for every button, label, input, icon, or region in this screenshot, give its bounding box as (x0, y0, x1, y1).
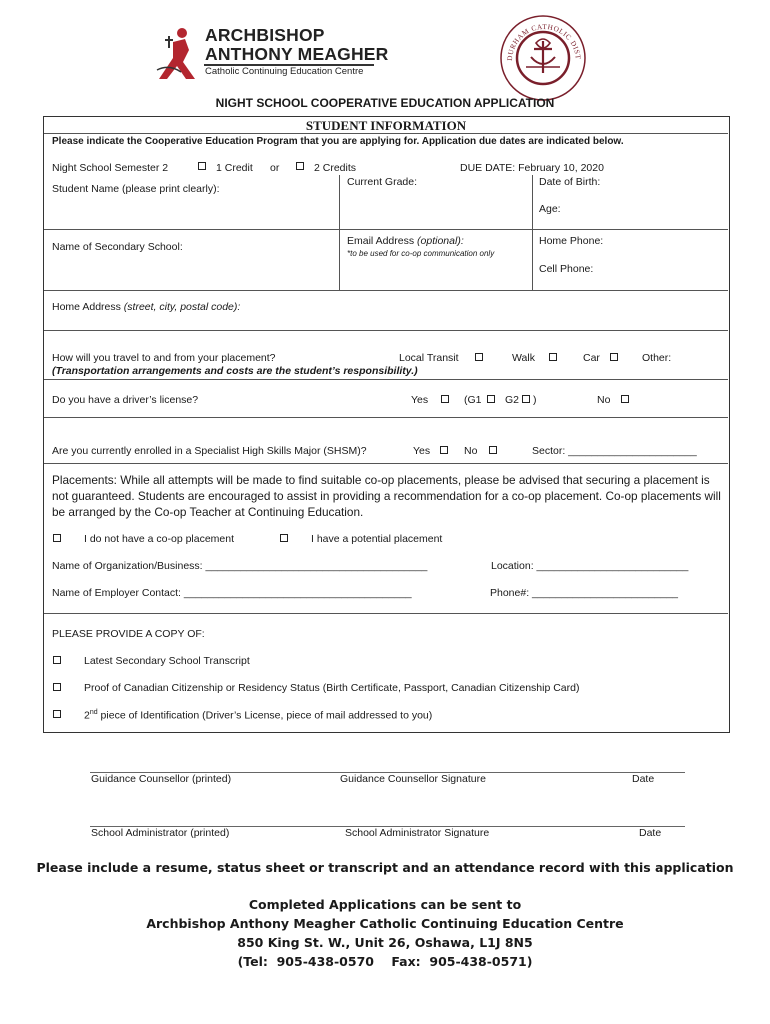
divider (339, 175, 340, 290)
license-g2-checkbox[interactable] (522, 395, 530, 403)
identification-label (84, 709, 432, 722)
shsm-no-label: No (464, 445, 478, 457)
citizenship-label: Proof of Canadian Citizenship or Residency Status (Birth Certificate, Passport, Canadian Citizenship Card) (84, 682, 580, 694)
divider (44, 133, 728, 134)
form-title: NIGHT SCHOOL COOPERATIVE EDUCATION APPLICATION (215, 96, 555, 110)
license-g1-label: (G1 (464, 394, 482, 406)
local-transit-label: Local Transit (399, 352, 459, 364)
centre-address: 850 King St. W., Unit 26, Oshawa, L1J 8N5 (237, 935, 533, 950)
shsm-question: Are you currently enrolled in a Specialist High Skills Major (SHSM)? (52, 445, 367, 457)
age-field[interactable]: Age: (539, 203, 561, 215)
admin-printed-label: School Administrator (printed) (91, 827, 230, 839)
car-checkbox[interactable] (610, 353, 618, 361)
email-field[interactable] (347, 235, 464, 247)
logo-figure-icon (155, 24, 205, 84)
transport-question: How will you travel to and from your placement? (52, 352, 276, 364)
guidance-printed-label: Guidance Counsellor (printed) (91, 773, 232, 785)
home-address-label: Home Address (52, 301, 121, 313)
shsm-no-checkbox[interactable] (489, 446, 497, 454)
shsm-sector-field[interactable]: Sector: ______________________ (532, 445, 697, 457)
date-of-birth-field[interactable]: Date of Birth: (539, 176, 601, 188)
student-name-field[interactable]: Student Name (please print clearly): (52, 183, 220, 195)
identification-checkbox[interactable] (53, 710, 61, 718)
divider (44, 463, 728, 464)
transcript-label: Latest Secondary School Transcript (84, 655, 250, 667)
logo-title-line1: ARCHBISHOP (205, 25, 325, 45)
school-board-seal (498, 13, 588, 103)
email-note: *to be used for co-op communication only (347, 249, 495, 258)
credit-1-checkbox[interactable] (198, 162, 206, 170)
license-no-checkbox[interactable] (621, 395, 629, 403)
school-logo (155, 24, 205, 84)
program-instruction: Please indicate the Cooperative Education Program that you are applying for. Application due dates are indicated below. (52, 136, 624, 147)
transcript-checkbox[interactable] (53, 656, 61, 664)
guidance-date-label: Date (632, 773, 655, 785)
home-address-hint: (street, city, postal code): (123, 301, 241, 313)
divider (44, 613, 728, 614)
car-label: Car (583, 352, 600, 364)
license-yes-label: Yes (411, 394, 429, 406)
home-phone-field[interactable]: Home Phone: (539, 235, 604, 247)
have-placement-checkbox[interactable] (280, 534, 288, 542)
credit-2-checkbox[interactable] (296, 162, 304, 170)
credit-2-label: 2 Credits (314, 162, 357, 174)
license-close-paren: ) (533, 394, 537, 406)
license-g2-label: G2 (505, 394, 520, 406)
include-note: Please include a resume, status sheet or transcript and an attendance record with this application (36, 860, 734, 875)
guidance-signature-label: Guidance Counsellor Signature (340, 773, 486, 785)
no-placement-label: I do not have a co-op placement (84, 533, 235, 545)
license-g1-checkbox[interactable] (487, 395, 495, 403)
sent-to-heading: Completed Applications can be sent to (248, 897, 522, 912)
divider (44, 229, 728, 230)
or-label: or (270, 162, 280, 174)
local-transit-checkbox[interactable] (475, 353, 483, 361)
other-field[interactable]: Other: (642, 352, 672, 364)
centre-contact: (Tel: 905-438-0570 Fax: 905-438-0571) (237, 954, 533, 969)
logo-title-line2: ANTHONY MEAGHER (205, 44, 389, 64)
secondary-school-field[interactable]: Name of Secondary School: (52, 241, 183, 253)
phone-field[interactable]: Phone#: _________________________ (490, 587, 679, 599)
license-question: Do you have a driver’s license? (52, 394, 199, 406)
shsm-yes-label: Yes (413, 445, 431, 457)
license-no-label: No (597, 394, 611, 406)
email-label: Email Address (347, 235, 415, 247)
no-placement-checkbox[interactable] (53, 534, 61, 542)
section-title: STUDENT INFORMATION (305, 118, 467, 133)
logo-title (205, 26, 389, 64)
copies-heading: PLEASE PROVIDE A COPY OF: (52, 628, 205, 640)
application-form (43, 116, 730, 733)
current-grade-field[interactable]: Current Grade: (347, 176, 418, 188)
citizenship-checkbox[interactable] (53, 683, 61, 691)
divider (44, 379, 728, 380)
walk-checkbox[interactable] (549, 353, 557, 361)
transport-note: (Transportation arrangements and costs are the student’s responsibility.) (52, 365, 418, 377)
license-yes-checkbox[interactable] (441, 395, 449, 403)
identification-ordinal: nd (89, 709, 98, 716)
organization-field[interactable]: Name of Organization/Business: ______________________________________ (52, 560, 428, 572)
home-address-field[interactable] (52, 301, 240, 313)
identification-number: 2 (84, 709, 90, 722)
divider (44, 330, 728, 331)
shsm-yes-checkbox[interactable] (440, 446, 448, 454)
centre-name: Archbishop Anthony Meagher Catholic Continuing Education Centre (146, 916, 624, 931)
placements-paragraph: Placements: While all attempts will be made to find suitable co-op placements, please be advised that securing a placement is not guaranteed. Students are encouraged to assist in providing a recommendation for a co-op placement. Co-op placements will be arranged by the Co-op Teacher at Continuing Education. (52, 473, 721, 519)
email-optional: (optional): (417, 235, 464, 247)
identification-text: piece of Identification (Driver’s License, piece of mail addressed to you) (97, 709, 433, 722)
walk-label: Walk (512, 352, 535, 364)
admin-date-label: Date (639, 827, 662, 839)
admin-signature-label: School Administrator Signature (345, 827, 490, 839)
seal-text: DURHAM CATHOLIC DIST (505, 22, 583, 62)
location-field[interactable]: Location: __________________________ (491, 560, 689, 572)
semester-label: Night School Semester 2 (52, 162, 169, 174)
divider (44, 290, 728, 291)
due-date: DUE DATE: February 10, 2020 (460, 162, 604, 174)
divider (44, 417, 728, 418)
logo-subtitle: Catholic Continuing Education Centre (205, 66, 364, 77)
credit-1-label: 1 Credit (216, 162, 253, 174)
divider (532, 175, 533, 290)
cell-phone-field[interactable]: Cell Phone: (539, 263, 594, 275)
have-placement-label: I have a potential placement (311, 533, 443, 545)
seal-icon (498, 13, 588, 103)
employer-contact-field[interactable]: Name of Employer Contact: _______________________________________ (52, 587, 412, 599)
